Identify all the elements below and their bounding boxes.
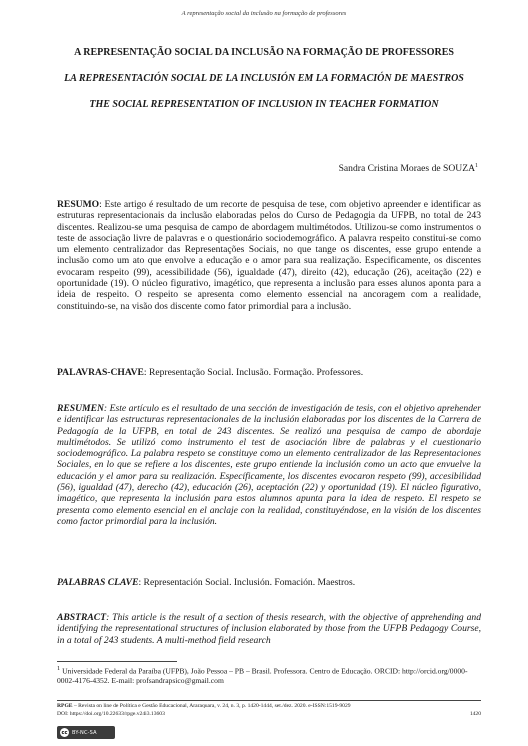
cc-icon: cc xyxy=(61,729,68,736)
abstract-section xyxy=(57,612,481,646)
resumen-text: : Este artículo es el resultado de una sección de investigación de tesis, con el objetivo aprehender e identificar las estructuras representacionales de la inclusión elaboradas por los discentes de la Carrera de Pedagogía de la UFPB, en total de 243 discentes. Se realizó una pesquisa de campo de abordaje multimétodos. Se utilizó como instrumento el test de asociación libre de palabras y el cuestionario sociodemográfico. La palabra respeto se constituye como un elemento centralizador de las Representaciones Sociales, en lo que se refiere a los discentes, este grupo entiende la inclusión como un acto que envuelve la educación y el amor para su realización. Específicamente, los discentes evocaron respeto (99), accesibilidad (56), igualdad (47), derecho (42), educación (26), aceptación (22) y oportunidad (19). El núcleo figurativo, imagético, que representa la inclusión para estos alumnos apunta para la idea de respeto. El respeto se presenta como elemento esencial en el anclaje con la realidad, constituyéndose, en la visión de los discentes como factor primordial para la inclusión. xyxy=(57,403,481,527)
footnote-mark: 1 xyxy=(57,665,61,672)
palabras-clave-section xyxy=(57,577,481,588)
resumo-label: RESUMO xyxy=(57,199,100,210)
running-head: A representação social da inclusão na formação de professores xyxy=(181,10,347,17)
journal-abbrev: RPGE xyxy=(57,703,73,709)
resumen-label: RESUMEN xyxy=(57,403,104,414)
resumen-section xyxy=(57,403,481,527)
title-portuguese: A REPRESENTAÇÃO SOCIAL DA INCLUSÃO NA FORMAÇÃO DE PROFESSORES xyxy=(74,47,454,58)
creative-commons-badge[interactable] xyxy=(57,726,115,739)
resumo-section xyxy=(57,199,481,312)
page-footer xyxy=(57,703,481,718)
palavras-chave-label: PALAVRAS-CHAVE xyxy=(57,367,144,378)
title-block xyxy=(40,47,488,111)
footnote xyxy=(57,664,481,685)
abstract-label: ABSTRACT xyxy=(57,612,107,623)
title-spanish: LA REPRESENTACIÓN SOCIAL DE LA INCLUSIÓN EM LA FORMACIÓN DE MAESTROS xyxy=(64,73,464,84)
author-name: Sandra Cristina Moraes de SOUZA xyxy=(338,163,475,175)
title-english: THE SOCIAL REPRESENTATION OF INCLUSION IN TEACHER FORMATION xyxy=(89,99,439,110)
palavras-chave-section xyxy=(57,367,481,378)
author-line xyxy=(339,163,478,174)
license-label: BY-NC-SA xyxy=(72,729,97,736)
footnote-divider xyxy=(57,661,177,662)
journal-citation xyxy=(57,703,481,711)
doi-link[interactable]: DOI: https://doi.org/10.22633/rpge.v24i3.13603 xyxy=(57,710,165,717)
palabras-clave-text: : Representación Social. Inclusión. Fomación. Maestros. xyxy=(138,577,356,588)
author-footnote-mark[interactable]: 1 xyxy=(475,163,478,169)
resumo-text: : Este artigo é resultado de um recorte de pesquisa de tese, com objetivo apreender e identificar as estruturas representacionais da inclusão elaboradas pelos do Curso de Pedagogia da UFPB, no total de 243 discentes. Realizou-se uma pesquisa de campo de abordagem multimétodos. Utilizou-se como instrumentos o teste de associação livre de palavras e o questionário sociodemográfico. A palavra respeito constitui-se como um elemento centralizador das Representações Sociais, no que tange os discentes, esse grupo entende a inclusão como um ato que envolve a educação e o amor para sua realização. Especificamente, os discentes evocaram respeito (99), acessibilidade (56), igualdade (47), direito (42), educação (26), aceitação (22) e oportunidade (19). O núcleo figurativo, imagético, que representa a inclusão para esses alunos aponta para a ideia de respeito. O respeito se apresenta como elemento essencial na ancoragem com a realidade, constituindo-se, na visão dos discente como fator primordial para a inclusão. xyxy=(57,199,481,312)
footnote-text: Universidade Federal da Paraíba (UFPB), João Pessoa – PB – Brasil. Professora. Centro de Educação. ORCID: http://orcid.org/0000-0002-4176-4352. E-mail: profsandrapsico@gmail.com xyxy=(57,666,468,685)
abstract-text: : This article is the result of a section of thesis research, with the objective of apprehending and identifying the representational structures of inclusion elaborated by those from the UFPB Pedagogy Course, in a total of 243 students. A multi-method field research xyxy=(57,612,481,646)
footer-divider xyxy=(57,700,481,701)
journal-details: – Revista on line de Política e Gestão Educacional, Araraquara, v. 24, n. 3, p. 1420-1444, set./dez. 2020. e-ISSN:1519-9029 xyxy=(73,703,351,709)
palabras-clave-label: PALABRAS CLAVE xyxy=(57,577,139,588)
page-number: 1420 xyxy=(469,710,481,717)
palavras-chave-text: : Representação Social. Inclusão. Formação. Professores. xyxy=(143,367,364,378)
